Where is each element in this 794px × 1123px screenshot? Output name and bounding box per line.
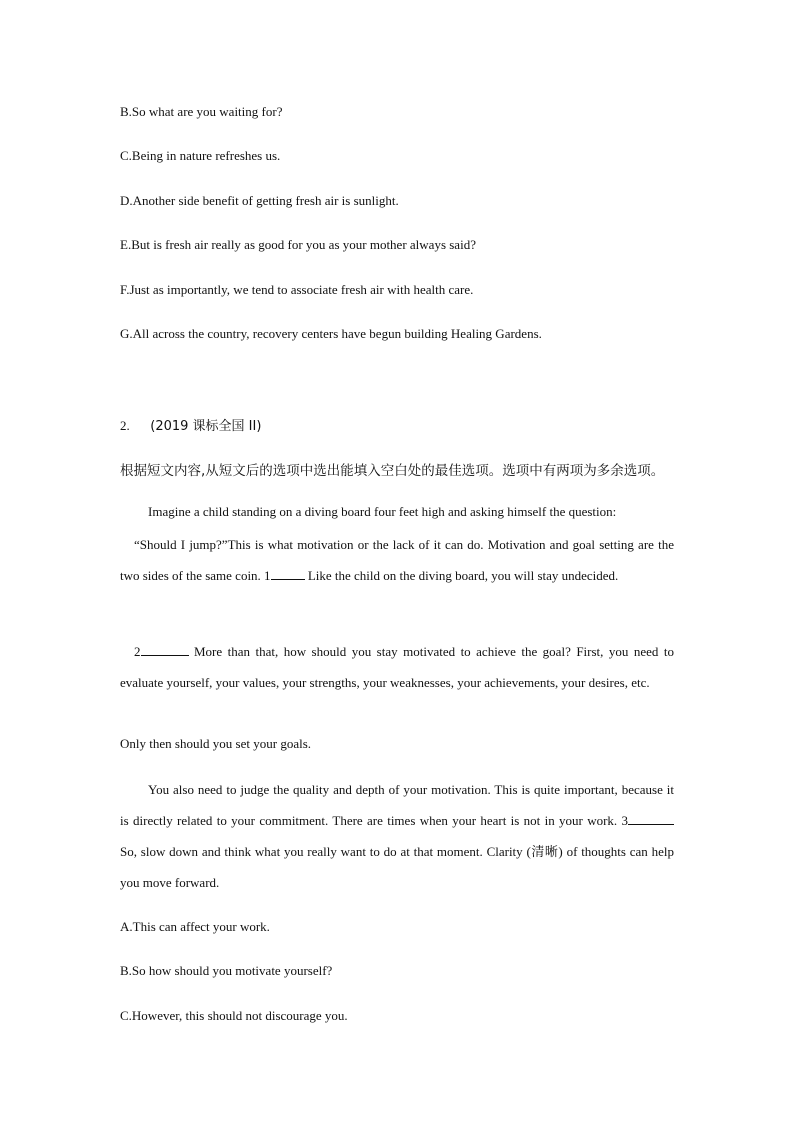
option-g-prev: G.All across the country, recovery centers have begun building Healing Gardens. (120, 326, 542, 341)
option-f-prev: F.Just as importantly, we tend to associate fresh air with health care. (120, 282, 474, 297)
option-b: B.So how should you motivate yourself? (120, 963, 333, 978)
question-number: 2. (120, 418, 130, 433)
passage-line-1: Imagine a child standing on a diving board four feet high and asking himself the question: (148, 504, 617, 519)
option-d-prev: D.Another side benefit of getting fresh air is sunlight. (120, 193, 399, 208)
option-e-prev: E.But is fresh air really as good for you as your mother always said? (120, 237, 476, 252)
passage-text: More than that, how should you stay motivated to achieve the goal? First, you need to evaluate yourself, your values, your strengths, your weaknesses, your achievements, your desires, etc. (120, 644, 674, 690)
passage-paragraph-3 (120, 774, 674, 898)
passage-paragraph-1 (120, 529, 674, 591)
option-c: C.However, this should not discourage you. (120, 1008, 348, 1023)
passage-text: 2 (134, 644, 141, 659)
question-header (120, 415, 261, 434)
option-c-prev: C.Being in nature refreshes us. (120, 148, 281, 163)
option-a: A.This can affect your work. (120, 919, 270, 934)
passage-line-goals: Only then should you set your goals. (120, 736, 312, 751)
instruction: 根据短文内容,从短文后的选项中选出能填入空白处的最佳选项。选项中有两项为多余选项。 (120, 463, 665, 479)
passage-text: You also need to judge the quality and depth of your motivation. This is quite important, because it is directly related to your commitment. There are times when your heart is not in your work. 3 (120, 782, 674, 828)
passage-text: Like the child on the diving board, you will stay undecided. (304, 568, 619, 583)
option-b-prev: B.So what are you waiting for? (120, 104, 283, 119)
passage-text: “Should I jump?”This is what motivation or the lack of it can do. Motivation and goal setting are the two sides of the same coin. 1 (120, 537, 674, 583)
answer-blank-2[interactable] (141, 654, 189, 656)
passage-paragraph-2 (120, 636, 674, 698)
passage-text: So, slow down and think what you really want to do at that moment. Clarity (清晰) of thoughts can help you move forward. (120, 844, 674, 890)
answer-blank-1[interactable] (271, 578, 305, 580)
answer-blank-3[interactable] (628, 823, 674, 825)
question-source: (2019 课标全国 II) (150, 419, 262, 434)
